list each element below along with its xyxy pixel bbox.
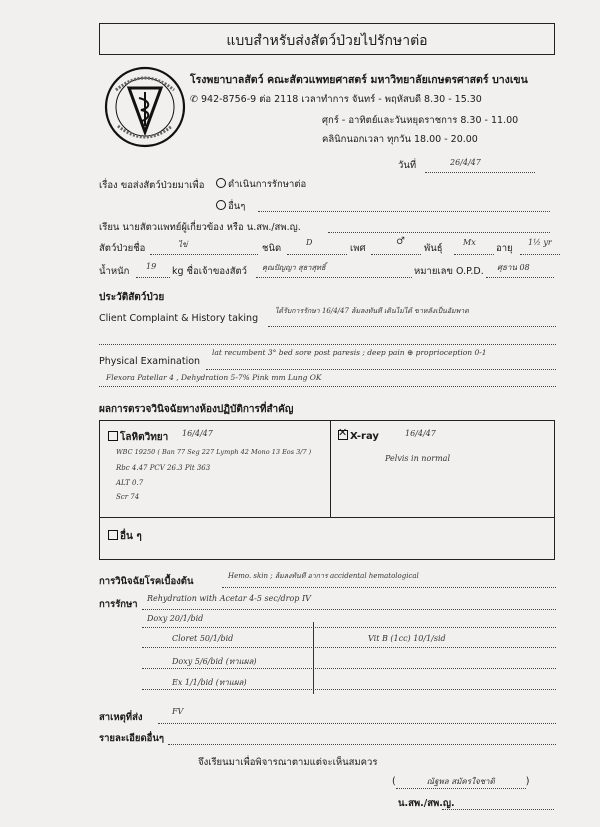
species-line <box>287 254 347 255</box>
lab-results-box <box>99 420 555 560</box>
treatment-divider <box>313 622 314 694</box>
subject-option-continue[interactable] <box>216 177 306 192</box>
lab-heading: ผลการตรวจวินิจฉัยทางห้องปฏิบัติการที่สำคัญ <box>99 404 294 415</box>
sex-line <box>371 254 421 255</box>
signature-block: ( ณัฐพล สมัครใจชาติ ) <box>392 776 530 787</box>
breed-value: Mx <box>463 238 476 247</box>
pet-name-label: สัตว์ป่วยชื่อ <box>99 243 146 254</box>
treatment-item-right: Vit B (1cc) 10/1/sid <box>368 634 446 643</box>
cc-line-2 <box>99 344 556 345</box>
signature-name: ณัฐพล สมัครใจชาติ <box>396 775 526 789</box>
species-value: D <box>306 238 313 247</box>
lab-divider-horizontal <box>100 517 554 518</box>
cc-label: Client Complaint & History taking <box>99 313 259 324</box>
treatment-line <box>142 609 556 610</box>
hema-date: 16/4/47 <box>182 429 213 438</box>
opd-value: ศุธาน 08 <box>497 263 530 272</box>
addressee-line <box>328 232 550 233</box>
detail-line <box>168 744 556 745</box>
title-box <box>99 23 555 55</box>
breed-label: พันธุ์ <box>424 243 443 254</box>
hema-line-2: Rbc 4.47 PCV 26.3 Plt 363 <box>116 464 211 472</box>
reason-value: FV <box>172 707 184 716</box>
phone-icon: ✆ <box>190 94 201 105</box>
hours-evening: คลินิกนอกเวลา ทุกวัน 18.00 - 20.00 <box>322 134 478 145</box>
pe-value: lat recumbent 3° bed sore post paresis ; deep pain ⊕ proprioception 0-1 <box>212 348 487 357</box>
sex-label: เพศ <box>350 243 366 254</box>
xray-label: X-ray <box>350 431 379 442</box>
xray-date: 16/4/47 <box>405 429 436 438</box>
treatment-row-line-4 <box>142 689 556 690</box>
lab-divider-vertical <box>330 421 331 517</box>
opd-line <box>486 277 554 278</box>
hema-line-4: Scr 74 <box>116 493 140 501</box>
treatment-item-2: Cloret 50/1/bid <box>172 634 234 643</box>
phone-line <box>190 92 482 107</box>
reason-line <box>158 723 556 724</box>
subject-option1-label: ดำเนินการรักษาต่อ <box>228 179 307 190</box>
other-checkbox-field[interactable] <box>108 529 142 544</box>
age-value: 1½ yr <box>528 238 552 247</box>
hema-checkbox-field[interactable] <box>108 430 168 445</box>
date-value: 26/4/47 <box>450 158 481 167</box>
diagnosis-label: การวินิจฉัยโรคเบื้องต้น <box>99 576 194 587</box>
owner-line <box>256 277 412 278</box>
treatment-line-1: Rehydration with Acetar 4-5 sec/drop IV <box>147 594 311 603</box>
pet-name-line <box>150 254 258 255</box>
xray-checkbox-field[interactable] <box>338 426 379 442</box>
subject-option2-label: อื่นๆ <box>228 201 246 212</box>
owner-value: คุณปัญญา สุธาสุทธิ์ <box>262 263 326 272</box>
other-checkbox-icon[interactable] <box>108 530 118 540</box>
hema-line-1: WBC 19250 ( Ban 77 Seg 227 Lymph 42 Mono 13 Eos 3/7 ) <box>116 448 312 456</box>
hours-weekend: ศุกร์ - อาทิตย์และวันหยุดราชการ 8.30 - 11.00 <box>322 115 519 126</box>
date-line <box>425 172 535 173</box>
weight-label: น้ำหนัก <box>99 266 130 277</box>
hema-line-3: ALT 0.7 <box>116 479 144 487</box>
radio-other-icon[interactable] <box>216 200 226 210</box>
species-label: ชนิด <box>262 243 282 254</box>
weight-value: 19 <box>146 262 157 271</box>
treatment-row-line-1 <box>142 627 556 628</box>
pe-line <box>206 369 556 370</box>
diagnosis-line <box>222 587 556 588</box>
addressee: เรียน นายสัตวแพทย์ผู้เกี่ยวข้อง หรือ น.สพ./สพ.ญ. <box>99 222 301 233</box>
phone-hours: 942-8756-9 ต่อ 2118 เวลาทำการ จันทร์ - พฤหัสบดี 8.30 - 15.30 <box>200 94 482 105</box>
subject-label: เรื่อง ขอส่งสัตว์ป่วยมาเพื่อ <box>99 180 205 191</box>
cc-value: ได้รับการรักษา 16/4/47 ล้มลงทันที เดินไม่ได้ ขาหลังเป็นอัมพาต <box>275 307 469 315</box>
reason-label: สาเหตุที่ส่ง <box>99 712 143 723</box>
age-label: อายุ <box>496 243 513 254</box>
xray-checkbox-icon[interactable] <box>338 426 348 440</box>
breed-line <box>454 254 494 255</box>
pe-label: Physical Examination <box>99 356 201 367</box>
pet-name-value: ไข่ <box>178 240 188 249</box>
detail-label: รายละเอียดอื่นๆ <box>99 733 164 744</box>
treatment-row-line-2 <box>142 647 556 648</box>
history-heading: ประวัติสัตว์ป่วย <box>99 292 165 303</box>
owner-label: kg ชื่อเจ้าของสัตว์ <box>172 266 247 277</box>
subject-option-other[interactable] <box>216 199 245 214</box>
treatment-label: การรักษา <box>99 599 138 610</box>
signature-title: น.สพ./สพ.ญ. <box>398 798 455 809</box>
weight-line <box>136 277 170 278</box>
form-title: แบบสำหรับส่งสัตว์ป่วยไปรักษาต่อ <box>226 33 428 49</box>
xray-value: Pelvis in normal <box>385 454 451 463</box>
closing-text: จึงเรียนมาเพื่อพิจารณาตามแต่จะเห็นสมควร <box>198 757 378 768</box>
treatment-item-1: Doxy 20/1/bid <box>147 614 204 623</box>
opd-label: หมายเลข O.P.D. <box>414 266 484 277</box>
treatment-row-line-3 <box>142 668 556 669</box>
diagnosis-value: Hemo. skin ; ล้มลงทันที อาการ accidental hematological <box>228 572 419 580</box>
pe-value-2: Flexora Patellar 4 , Dehydration 5-7% Pink mm Lung OK <box>106 373 322 382</box>
treatment-item-3: Doxy 5/6/bid (ทาแผล) <box>172 657 257 666</box>
pe-line-2 <box>99 386 556 387</box>
other-label: อื่น ๆ <box>120 531 142 542</box>
treatment-item-4: Ex 1/1/bid (ทาแผล) <box>172 678 247 687</box>
sex-value: ♂ <box>396 236 405 247</box>
faculty-logo <box>104 66 186 152</box>
signature-title-line <box>442 809 554 810</box>
xray-check-mark-icon: ✕ <box>338 426 348 439</box>
hema-checkbox-icon[interactable] <box>108 431 118 441</box>
subject-other-line <box>258 211 550 212</box>
hospital-name: โรงพยาบาลสัตว์ คณะสัตวแพทยศาสตร์ มหาวิทยาลัยเกษตรศาสตร์ บางเขน <box>190 74 528 86</box>
date-label: วันที่ <box>398 160 417 171</box>
age-line <box>520 254 560 255</box>
cc-line <box>268 326 556 327</box>
hema-label: โลหิตวิทยา <box>120 432 169 443</box>
radio-continue-icon[interactable] <box>216 178 226 188</box>
